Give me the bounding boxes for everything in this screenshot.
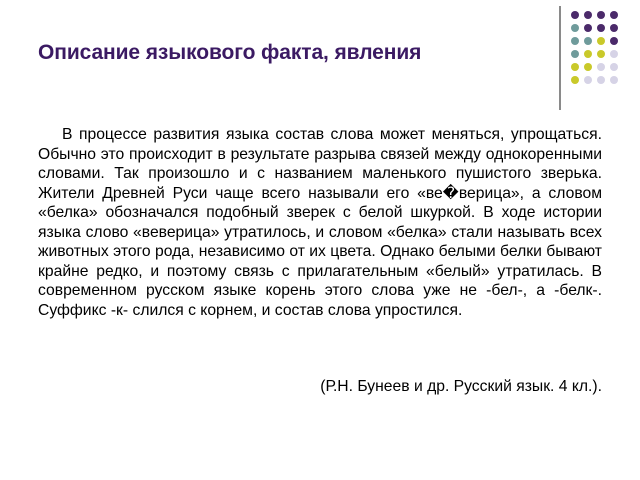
- decorative-dot: [597, 11, 605, 19]
- decorative-dot: [584, 50, 592, 58]
- decorative-dot: [597, 24, 605, 32]
- decorative-dot: [584, 63, 592, 71]
- decorative-dot: [584, 37, 592, 45]
- decorative-dot: [597, 37, 605, 45]
- decorative-dot: [571, 76, 579, 84]
- decorative-dot: [584, 76, 592, 84]
- decorative-dot: [571, 37, 579, 45]
- decorative-dot: [610, 37, 618, 45]
- decorative-dot: [610, 76, 618, 84]
- decorative-dot: [584, 11, 592, 19]
- slide-title: Описание языкового факта, явления: [38, 41, 422, 64]
- decorative-dot: [584, 24, 592, 32]
- divider-line: [559, 6, 561, 110]
- body-paragraph: В процессе развития языка состав слова может меняться, упрощаться. Обычно это происходит в результате разрыва связей между однокоренными словами. Так произошло и с названием маленького пушистого зверька. Жители Древней Руси чаще всего называли его «ве�верица», а словом «белка» обозначался подобный зверек с белой шкуркой. В ходе истории языка слово «веверица» утратилось, и словом «белка» стали называть всех животных этого рода, независимо от их цвета. Однако белыми белки бывают крайне редко, и поэтому связь с прилагательным «белый» утратилась. В современном русском языке корень этого слова уже не -бел-, а -белк-. Суффикс -к- слился с корнем, и состав слова упростился.: [38, 126, 602, 319]
- decorative-dot: [610, 11, 618, 19]
- decorative-dot: [597, 63, 605, 71]
- decorative-dot: [571, 63, 579, 71]
- decorative-dot: [571, 11, 579, 19]
- citation: (Р.Н. Бунеев и др. Русский язык. 4 кл.).: [320, 378, 602, 395]
- decorative-dot: [610, 24, 618, 32]
- decorative-dot: [571, 50, 579, 58]
- decorative-dot: [610, 50, 618, 58]
- decorative-dot: [571, 24, 579, 32]
- decorative-dot: [610, 63, 618, 71]
- decorative-dot: [597, 50, 605, 58]
- decorative-dot: [597, 76, 605, 84]
